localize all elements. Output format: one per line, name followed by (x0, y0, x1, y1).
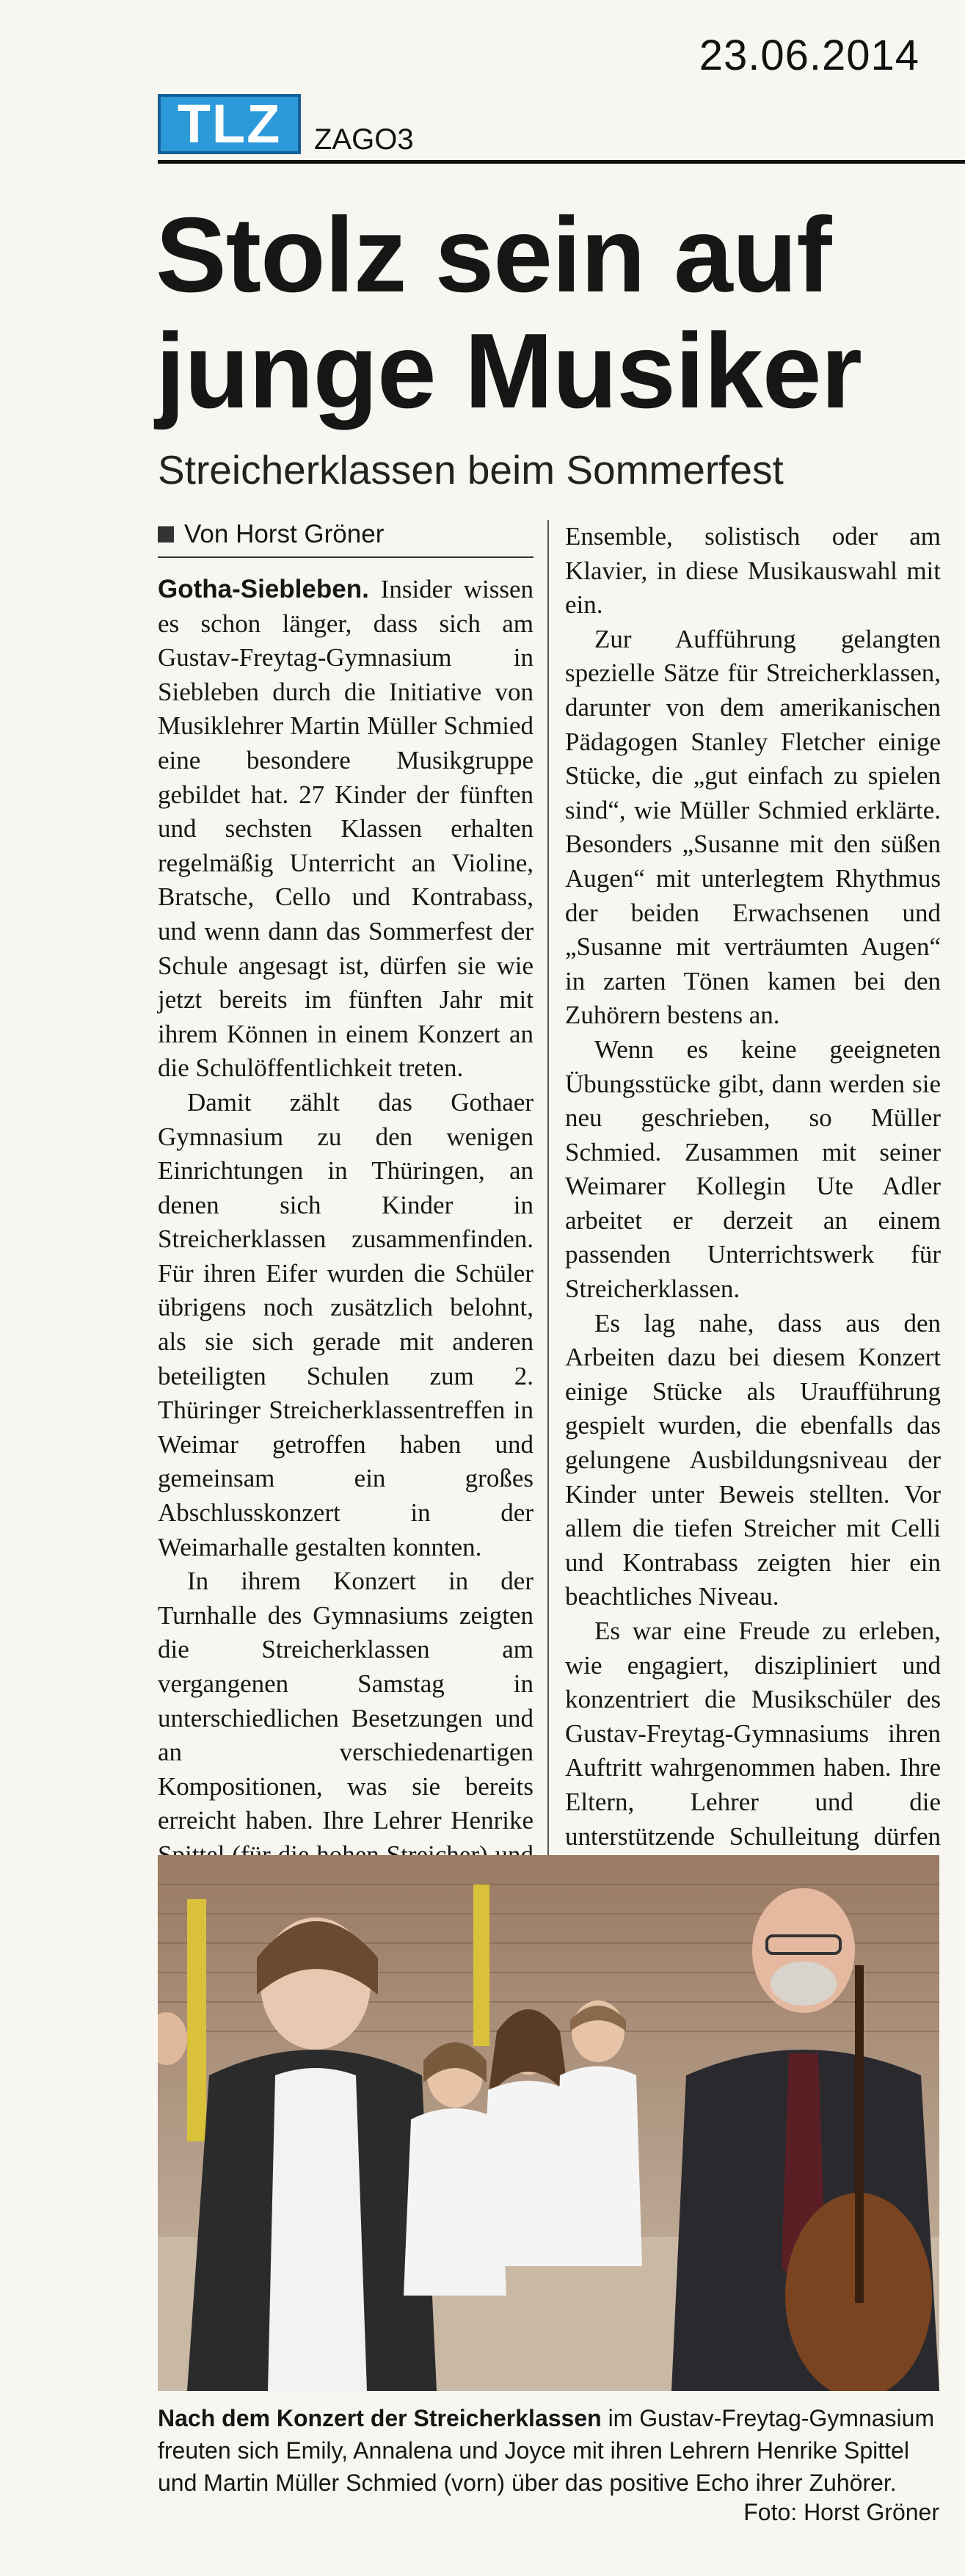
photo-illustration (158, 1855, 939, 2391)
tlz-logo (158, 94, 301, 154)
headline-line-1: Stolz sein auf (156, 195, 831, 314)
paragraph-3-continued: Ensemble, solistisch oder am Klavier, in diese Musikauswahl mit ein. (565, 522, 941, 620)
paragraph-3: In ihrem Konzert in der Turnhalle des Gymnasiums zeigten die Streicherklassen am vergangenen Samstag in unterschiedlichen Besetzungen und an verschiedenartigen Kompositionen, was sie bereits erreicht haben. Ihre Lehrer Henrike (158, 1567, 534, 1835)
paragraph-1 (158, 573, 534, 1086)
subheadline: Streicherklassen beim Sommerfest (158, 447, 784, 493)
headline (156, 197, 926, 429)
caption-text: im Gustav-Freytag-Gymnasium freuten sich Emily, Annalena und Joyce mit ihren Lehrern Henrike Spittel und Martin Müller Schmied (vorn) über das positive Echo ihrer Zuhörer. (158, 2405, 935, 2496)
concert-photo (158, 1855, 939, 2391)
byline-square-icon (158, 526, 174, 543)
paragraph-5: Wenn es keine geeigneten Übungsstücke gibt, dann werden sie neu geschrieben, so Müller Schmied. Zusammen mit seiner Weimarer Kollegin Ute Adler arbeitet er derzeit an einem passenden Unterrichtswerk für Streicherklassen. (565, 1034, 941, 1304)
paragraph-6: Es lag nahe, dass aus den Arbeiten dazu bei diesem Konzert einige Stücke als Uraufführung gespielt wurden, die ebenfalls das gelungene Ausbildungsniveau der Kinder unter Beweis stellten. Vor allem die tiefen Streicher mit Celli und Kontrabass zeigten hier ein beachtliches Niveau. (565, 1308, 941, 1611)
paragraph-7: Es war eine Freude zu erleben, wie engagiert, diszipliniert und konzentriert die Musikschüler des Gustav-Freytag-Gymnasiums ihren Auftritt wahrgenommen haben. Ihre Eltern, Lehrer und die unterstützende Schulleitung dürfen (565, 1617, 941, 1851)
edition-code: ZAGO3 (314, 123, 414, 156)
paragraph-4: Zur Aufführung gelangten spezielle Sätze für Streicherklassen, darunter von dem amerikanischen Pädagogen Stanley Fletcher einige Stücke, die „gut einfach zu spielen sind“, wie Müller Schmied erklärte. Besonders „Susanne mit den süßen Augen“ mit unterlegtem Rhythmus der beiden Erwachsenen und „Susanne mit verträumten Augen“ in zarten Tönen kamen bei den Zuhörern bestens an. (565, 624, 941, 1030)
photo-caption (158, 2402, 939, 2499)
byline-text: Von Horst Gröner (184, 520, 385, 548)
masthead-rule (158, 160, 965, 164)
column-divider (547, 520, 549, 2025)
photo-credit: Foto: Horst Gröner (743, 2499, 939, 2525)
clipping-date: 23.06.2014 (699, 32, 920, 79)
article-column-1 (158, 573, 534, 1941)
article-column-2 (565, 520, 941, 1888)
paragraph-2: Damit zählt das Gothaer Gymnasium zu den wenigen Einrichtungen in Thüringen, an denen sich Kinder in Streicherklassen zusammenfinden. Für ihren Eifer wurden die Schüler übrigens noch zusätzlich belohnt, als sie sich gerade mit anderen beteiligten Schulen zum 2. Thüringer Streicherklassentreffen in Weimar getroffen haben und gemeinsam ein großes Abschlusskonzert in der Weimarhalle gestalten konnten. (158, 1087, 534, 1561)
dateline: Gotha-Siebleben. (158, 575, 369, 603)
caption-lead: Nach dem Konzert der Streicherklassen (158, 2405, 602, 2431)
logo-text: TLZ (177, 93, 282, 154)
headline-line-2: junge Musiker (156, 311, 862, 430)
paragraph-1-text: Insider wissen es schon länger, dass sich am Gustav-Freytag-Gymnasium in Siebleben durch die Initiative von Musiklehrer Martin Müller Schmied eine besondere Musikgruppe gebildet hat. 27 Kinder der fünften und sechsten Klassen erhalten regelmäßig Unterricht an Violine, Bratsche, Cello und Kontrabass, und wenn dann das Sommerfest der Schule angesagt ist, dürfen sie wie jetzt bereits im fünften Jahr mit ihrem Können in einem Konzert an die Schulöffentlichkeit treten. (158, 575, 534, 1083)
byline (158, 520, 384, 549)
byline-rule (158, 556, 534, 558)
